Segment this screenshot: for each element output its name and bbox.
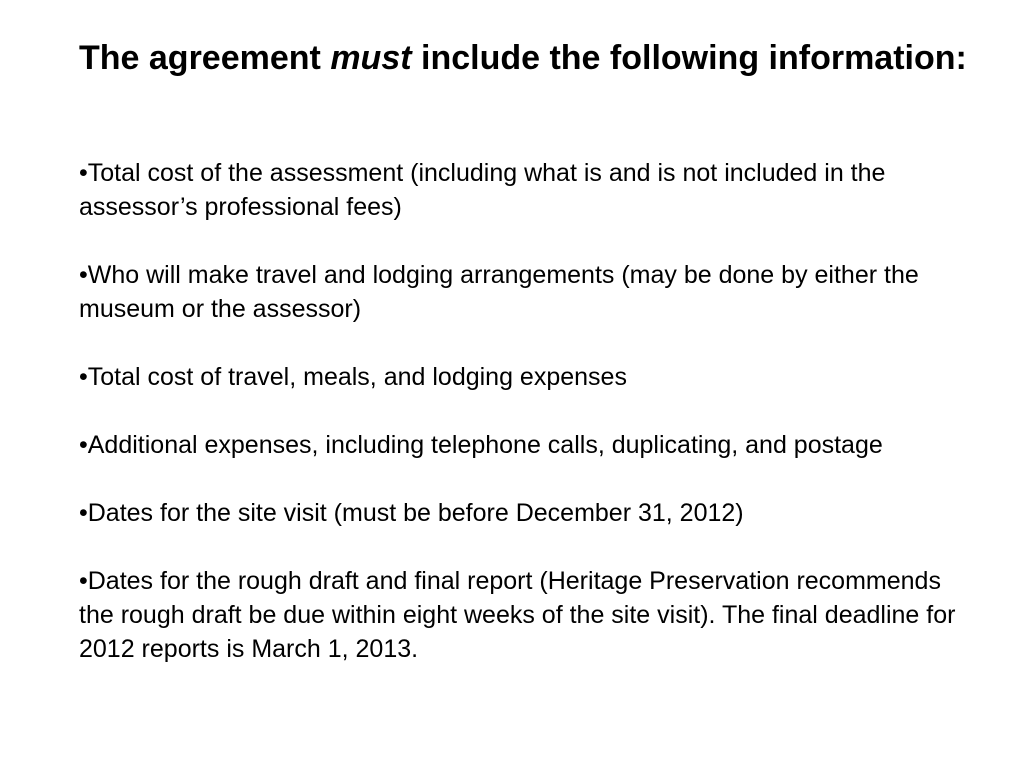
bullet-item-report-dates: •Dates for the rough draft and final report (Heritage Preservation recommends the rough draft be due within eight weeks of the site visit). The final deadline for 2012 reports is March 1, 2013. — [79, 567, 956, 663]
bullet-item-travel-arrangements: •Who will make travel and lodging arrangements (may be done by either the museum or the assessor) — [79, 261, 919, 323]
bullet-item-travel-expenses: •Total cost of travel, meals, and lodging expenses — [79, 363, 627, 391]
title-part-1: The agreement — [79, 39, 331, 77]
bullet-item-total-cost: •Total cost of the assessment (including what is and is not included in the assessor’s professional fees) — [79, 159, 886, 221]
title-emphasis: must — [330, 39, 412, 77]
bullet-list — [79, 156, 969, 666]
slide-title — [79, 36, 979, 80]
bullet-item-site-visit-dates: •Dates for the site visit (must be before December 31, 2012) — [79, 499, 744, 527]
title-part-2: include the following information: — [411, 39, 967, 77]
bullet-item-additional-expenses: •Additional expenses, including telephone calls, duplicating, and postage — [79, 431, 883, 459]
